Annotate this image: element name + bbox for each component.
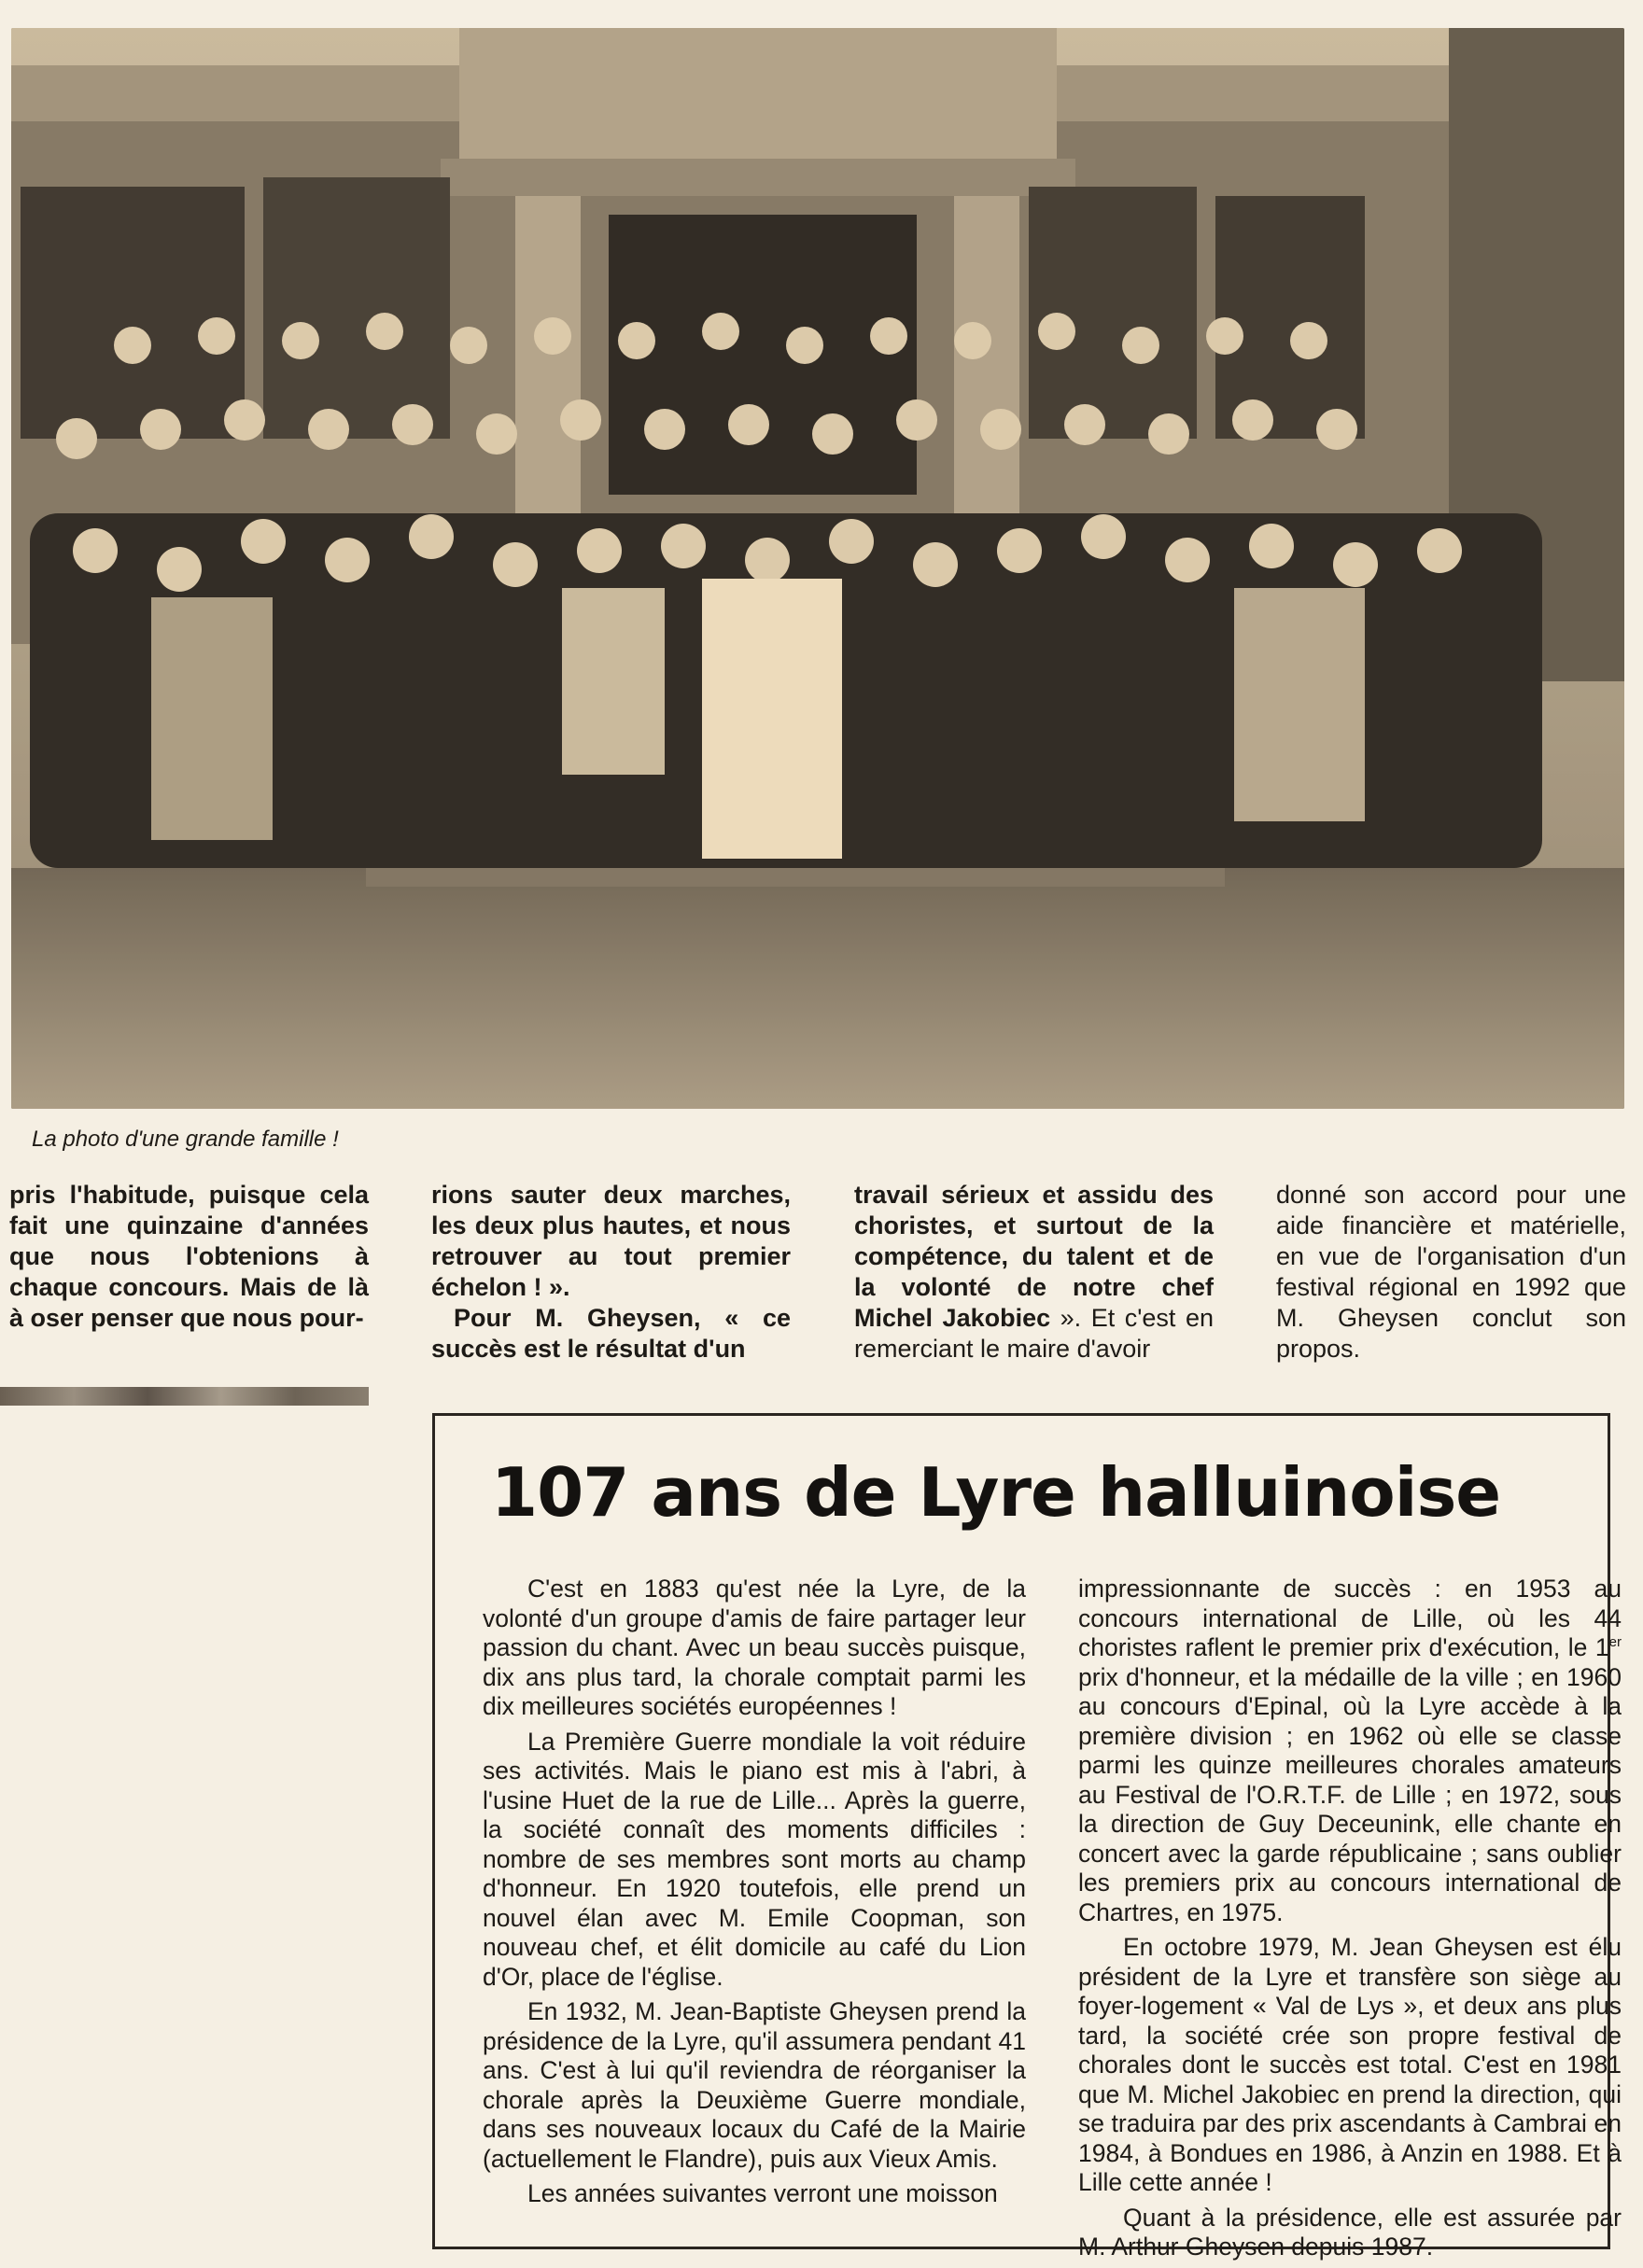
upper-column-2-bold: rions sauter deux marches, les deux plus hautes, et nous retrouver au tout premier échelon ! ».: [431, 1181, 791, 1301]
article-column-left: [483, 1575, 1026, 2215]
upper-column-4: [1276, 1180, 1626, 1365]
upper-column-4-text: donné son accord pour une aide financière et matérielle, en vue de l'organisation d'un festival régional en 1992 que M. Gheysen conclut son propos.: [1276, 1181, 1626, 1363]
superscript: er: [1608, 1634, 1622, 1651]
article-paragraph: La Première Guerre mondiale la voit réduire ses activités. Mais le piano est mis à l'abri, à l'usine Huet de la rue de Lille... Après la guerre, la société connaît des moments difficiles : nombre de ses membres sont morts au champ d'honneur. En 1920 toutefois, elle prend un nouvel élan avec M. Emile Coopman, son nouveau chef, et élit domicile au café du Lion d'Or, place de l'église.: [483, 1727, 1026, 1991]
upper-column-2-text: Pour M. Gheysen, « ce succès est le résultat d'un: [431, 1304, 791, 1363]
article-paragraph-part: prix d'honneur, et la médaille de la ville ; en 1960 au concours d'Epinal, où la Lyre accède à la première division ; en 1962 où elle se classe parmi les quinze meilleures chorales amateurs au Festival de l'O.R.T.F. de Lille ; en 1972, sous la direction de Guy Deceunink, elle chante en concert avec la garde républicaine ; sans oublier les premiers prix au concours international de Chartres, en 1975.: [1078, 1662, 1622, 1926]
upper-column-1-text: pris l'habitude, puisque cela fait une quinzaine d'années que nous l'obtenions à chaque concours. Mais de là à oser penser que nous pour-: [9, 1181, 369, 1332]
upper-column-3: [854, 1180, 1214, 1365]
article-paragraph-part: impressionnante de succès : en 1953 au concours international de Lille, où les 44 choristes raflent le premier prix d'exécution, le 1: [1078, 1575, 1622, 1661]
article-paragraph: Quant à la présidence, elle est assurée par M. Arthur Gheysen depuis 1987.: [1078, 2203, 1622, 2261]
upper-column-1: [9, 1180, 369, 1334]
photo-caption: La photo d'une grande famille !: [32, 1127, 339, 1152]
article-paragraph: [1078, 1575, 1622, 1927]
upper-column-2: [431, 1180, 791, 1365]
group-photo: [11, 28, 1624, 1109]
article-column-right: [1078, 1575, 1622, 2268]
article-headline: 107 ans de Lyre halluinoise: [491, 1453, 1501, 1532]
article-paragraph: Les années suivantes verront une moisson: [527, 2179, 998, 2207]
upper-column-3-bold: travail sérieux et assidu des choristes, et surtout de la compétence, du talent et de la volonté de notre chef Michel Jakobiec: [854, 1181, 1214, 1332]
article-paragraph: En octobre 1979, M. Jean Gheysen est élu président de la Lyre et transfère son siège au foyer-logement « Val de Lys », et deux ans plus tard, la société crée son propre festival de chorales dont le succès est total. C'est en 1981 que M. Michel Jakobiec en prend la direction, qui se traduira par des prix ascendants à Cambrai en 1984, à Bondues en 1986, à Anzin en 1988. Et à Lille cette année !: [1078, 1933, 1622, 2196]
upper-column-3-paragraph: [854, 1180, 1214, 1365]
article-paragraph: C'est en 1883 qu'est née la Lyre, de la volonté d'un groupe d'amis de faire partager leur passion du chant. Avec un beau succès puisque, dix ans plus tard, la chorale comptait parmi les dix meilleures sociétés européennes !: [483, 1575, 1026, 1720]
article-box: [432, 1413, 1622, 2261]
upper-column-3-text: ». Et c'est en remerciant le maire d'avoir: [854, 1304, 1214, 1363]
article-paragraph: En 1932, M. Jean-Baptiste Gheysen prend la présidence de la Lyre, qu'il assumera pendant 41 ans. C'est à lui qu'il reviendra de réorganiser la chorale après la Deuxième Guerre mondiale, dans ses nouveaux locaux du Café de la Mairie (actuellement le Flandre), puis aux Vieux Amis.: [483, 1997, 1026, 2173]
group-photo-illustration: [11, 28, 1624, 1109]
photo-strip: [0, 1387, 369, 1406]
